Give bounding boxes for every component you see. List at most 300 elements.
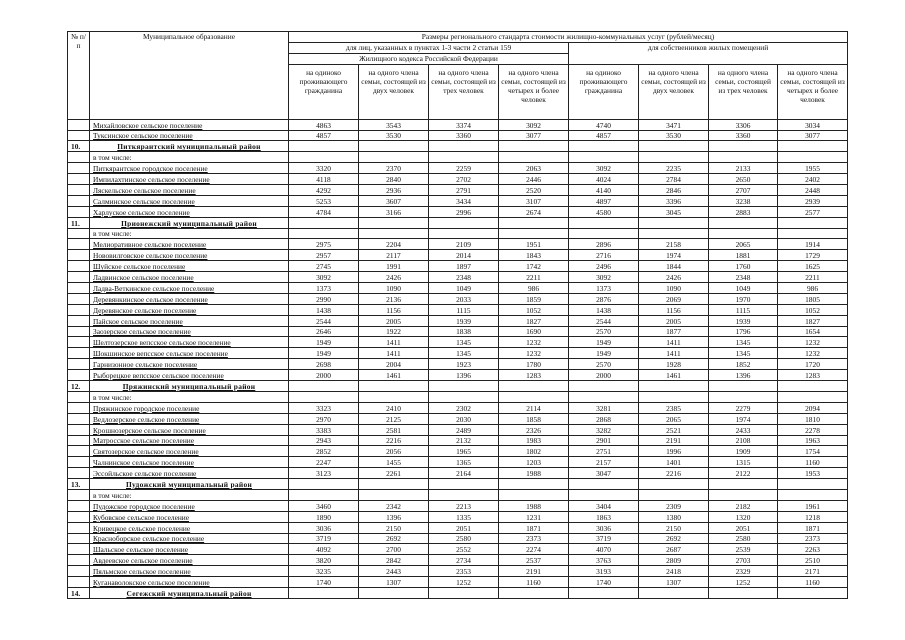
value-cell: 2274 bbox=[499, 544, 569, 555]
value-cell bbox=[289, 381, 359, 392]
value-cell: 1928 bbox=[639, 359, 709, 370]
value-cell: 2204 bbox=[359, 239, 429, 250]
row-number-cell bbox=[68, 228, 90, 239]
value-cell: 2182 bbox=[709, 500, 778, 511]
value-cell: 1974 bbox=[709, 413, 778, 424]
value-cell: 2278 bbox=[778, 424, 848, 435]
value-cell: 3719 bbox=[569, 533, 639, 544]
row-number-cell bbox=[68, 457, 90, 468]
value-cell: 1115 bbox=[709, 304, 778, 315]
row-number-cell bbox=[68, 522, 90, 533]
value-cell bbox=[639, 587, 709, 598]
value-cell: 2674 bbox=[499, 206, 569, 217]
value-cell: 3036 bbox=[289, 522, 359, 533]
value-cell bbox=[499, 489, 569, 500]
value-cell: 2939 bbox=[778, 195, 848, 206]
value-cell bbox=[639, 152, 709, 163]
settlement-row bbox=[68, 359, 848, 370]
value-cell: 1844 bbox=[639, 261, 709, 272]
value-cell bbox=[359, 489, 429, 500]
settlement-name: Святозерское сельское поселение bbox=[90, 446, 289, 457]
value-cell: 2125 bbox=[359, 413, 429, 424]
value-cell: 1970 bbox=[709, 293, 778, 304]
settlement-row bbox=[68, 250, 848, 261]
value-cell bbox=[709, 152, 778, 163]
header-group-owners: для собственников жилых помещений bbox=[569, 42, 848, 64]
settlement-name: Мелиоративное сельское поселение bbox=[90, 239, 289, 250]
row-number-cell bbox=[68, 283, 90, 294]
value-cell bbox=[499, 479, 569, 490]
value-cell bbox=[709, 489, 778, 500]
value-cell bbox=[359, 479, 429, 490]
value-cell: 1858 bbox=[499, 413, 569, 424]
value-cell: 2030 bbox=[429, 413, 499, 424]
value-cell: 2235 bbox=[639, 163, 709, 174]
value-cell: 3077 bbox=[499, 130, 569, 141]
district-number: 11. bbox=[68, 217, 90, 228]
value-cell: 2489 bbox=[429, 424, 499, 435]
row-number-cell bbox=[68, 250, 90, 261]
subheader-cell: на одиноко проживающего гражданина bbox=[289, 64, 359, 119]
settlement-row bbox=[68, 446, 848, 457]
value-cell: 3235 bbox=[289, 566, 359, 577]
value-cell: 1345 bbox=[709, 337, 778, 348]
district-name: Пряжинский муниципальный район bbox=[90, 381, 289, 392]
value-cell: 2342 bbox=[359, 500, 429, 511]
value-cell: 4784 bbox=[289, 206, 359, 217]
settlement-row bbox=[68, 370, 848, 381]
value-cell: 2109 bbox=[429, 239, 499, 250]
settlement-row bbox=[68, 283, 848, 294]
value-cell bbox=[569, 217, 639, 228]
settlement-row bbox=[68, 402, 848, 413]
value-cell: 3092 bbox=[569, 272, 639, 283]
included-label-row bbox=[68, 489, 848, 500]
value-cell: 1955 bbox=[778, 163, 848, 174]
settlement-row bbox=[68, 348, 848, 359]
value-cell: 1373 bbox=[569, 283, 639, 294]
settlement-name: Эссойльское сельское поселение bbox=[90, 468, 289, 479]
value-cell bbox=[289, 479, 359, 490]
value-cell bbox=[359, 381, 429, 392]
value-cell: 1720 bbox=[778, 359, 848, 370]
value-cell: 4292 bbox=[289, 185, 359, 196]
value-cell: 4118 bbox=[289, 174, 359, 185]
value-cell bbox=[289, 391, 359, 402]
value-cell: 2005 bbox=[359, 315, 429, 326]
row-number-cell bbox=[68, 435, 90, 446]
value-cell: 2261 bbox=[359, 468, 429, 479]
value-cell bbox=[499, 391, 569, 402]
value-cell: 1796 bbox=[709, 326, 778, 337]
value-cell bbox=[778, 391, 848, 402]
settlement-name: Авдеевское сельское поселение bbox=[90, 555, 289, 566]
value-cell bbox=[359, 587, 429, 598]
value-cell: 2970 bbox=[289, 413, 359, 424]
value-cell: 2133 bbox=[709, 163, 778, 174]
value-cell: 2846 bbox=[639, 185, 709, 196]
value-cell: 1307 bbox=[639, 577, 709, 588]
value-cell: 2348 bbox=[709, 272, 778, 283]
value-cell: 1729 bbox=[778, 250, 848, 261]
value-cell: 4857 bbox=[569, 130, 639, 141]
value-cell: 2373 bbox=[499, 533, 569, 544]
value-cell: 3166 bbox=[359, 206, 429, 217]
value-cell: 2216 bbox=[639, 468, 709, 479]
district-name: Пудожский муниципальный район bbox=[90, 479, 289, 490]
value-cell bbox=[778, 141, 848, 152]
settlement-row bbox=[68, 326, 848, 337]
value-cell: 2936 bbox=[359, 185, 429, 196]
value-cell bbox=[778, 587, 848, 598]
value-cell bbox=[778, 489, 848, 500]
settlement-row bbox=[68, 130, 848, 141]
value-cell: 1252 bbox=[429, 577, 499, 588]
value-cell: 1411 bbox=[359, 348, 429, 359]
value-cell: 1090 bbox=[359, 283, 429, 294]
value-cell: 3360 bbox=[429, 130, 499, 141]
row-number-cell bbox=[68, 152, 90, 163]
row-number-cell bbox=[68, 195, 90, 206]
value-cell: 2150 bbox=[359, 522, 429, 533]
header-municipality: Муниципальное образование bbox=[90, 32, 289, 120]
value-cell: 2896 bbox=[569, 239, 639, 250]
settlement-name: Кривецкое сельское поселение bbox=[90, 522, 289, 533]
value-cell: 1396 bbox=[429, 370, 499, 381]
value-cell bbox=[499, 217, 569, 228]
value-cell bbox=[429, 479, 499, 490]
row-number-cell bbox=[68, 119, 90, 130]
value-cell: 1805 bbox=[778, 293, 848, 304]
value-cell: 2373 bbox=[778, 533, 848, 544]
value-cell bbox=[709, 228, 778, 239]
settlement-name: Пряжинское городское поселение bbox=[90, 402, 289, 413]
settlement-row bbox=[68, 206, 848, 217]
row-number-cell bbox=[68, 511, 90, 522]
value-cell: 4580 bbox=[569, 206, 639, 217]
value-cell bbox=[778, 152, 848, 163]
value-cell: 2581 bbox=[359, 424, 429, 435]
value-cell: 2692 bbox=[639, 533, 709, 544]
header-group-tenants-cont: Жилищного кодекса Российской Федерации bbox=[289, 53, 569, 64]
value-cell bbox=[639, 479, 709, 490]
district-row bbox=[68, 141, 848, 152]
value-cell: 4024 bbox=[569, 174, 639, 185]
value-cell bbox=[569, 141, 639, 152]
value-cell: 1335 bbox=[429, 511, 499, 522]
value-cell: 1455 bbox=[359, 457, 429, 468]
value-cell: 3530 bbox=[359, 130, 429, 141]
value-cell: 1754 bbox=[778, 446, 848, 457]
value-cell bbox=[359, 217, 429, 228]
value-cell: 2158 bbox=[639, 239, 709, 250]
row-number-cell bbox=[68, 489, 90, 500]
value-cell: 2014 bbox=[429, 250, 499, 261]
value-cell: 4140 bbox=[569, 185, 639, 196]
value-cell: 5253 bbox=[289, 195, 359, 206]
row-number-cell bbox=[68, 446, 90, 457]
value-cell: 2370 bbox=[359, 163, 429, 174]
value-cell: 3282 bbox=[569, 424, 639, 435]
value-cell: 2108 bbox=[709, 435, 778, 446]
value-cell: 2122 bbox=[709, 468, 778, 479]
value-cell: 1365 bbox=[429, 457, 499, 468]
value-cell: 1951 bbox=[499, 239, 569, 250]
included-label-row bbox=[68, 391, 848, 402]
settlement-row bbox=[68, 435, 848, 446]
district-number: 12. bbox=[68, 381, 90, 392]
row-number-cell bbox=[68, 326, 90, 337]
row-number-cell bbox=[68, 359, 90, 370]
value-cell: 1156 bbox=[359, 304, 429, 315]
district-row bbox=[68, 217, 848, 228]
value-cell bbox=[778, 479, 848, 490]
value-cell bbox=[359, 152, 429, 163]
value-cell bbox=[569, 152, 639, 163]
value-cell bbox=[639, 381, 709, 392]
value-cell: 1218 bbox=[778, 511, 848, 522]
settlement-name: Ладва-Веткинское сельское поселение bbox=[90, 283, 289, 294]
value-cell: 2164 bbox=[429, 468, 499, 479]
value-cell: 2580 bbox=[709, 533, 778, 544]
row-number-cell bbox=[68, 577, 90, 588]
value-cell: 2056 bbox=[359, 446, 429, 457]
row-number-cell bbox=[68, 544, 90, 555]
value-cell: 1740 bbox=[569, 577, 639, 588]
value-cell: 2842 bbox=[359, 555, 429, 566]
value-cell bbox=[569, 391, 639, 402]
value-cell: 1307 bbox=[359, 577, 429, 588]
value-cell: 2580 bbox=[429, 533, 499, 544]
value-cell: 1438 bbox=[569, 304, 639, 315]
settlement-row bbox=[68, 522, 848, 533]
value-cell: 1923 bbox=[429, 359, 499, 370]
row-number-cell bbox=[68, 370, 90, 381]
subheader-cell: на одного члена семьи, состоящей из четырех и более человек bbox=[778, 64, 848, 119]
settlement-row bbox=[68, 163, 848, 174]
settlement-name: Шальское сельское поселение bbox=[90, 544, 289, 555]
row-number-cell bbox=[68, 185, 90, 196]
value-cell: 2784 bbox=[639, 174, 709, 185]
value-cell bbox=[639, 217, 709, 228]
value-cell bbox=[359, 141, 429, 152]
value-cell: 2051 bbox=[709, 522, 778, 533]
value-cell: 2791 bbox=[429, 185, 499, 196]
value-cell: 3820 bbox=[289, 555, 359, 566]
settlement-row bbox=[68, 424, 848, 435]
value-cell: 2418 bbox=[639, 566, 709, 577]
settlement-name: Туксинское сельское поселение bbox=[90, 130, 289, 141]
value-cell: 1780 bbox=[499, 359, 569, 370]
value-cell bbox=[289, 141, 359, 152]
value-cell: 1232 bbox=[499, 337, 569, 348]
value-cell: 2443 bbox=[359, 566, 429, 577]
settlement-name: Заозерское сельское поселение bbox=[90, 326, 289, 337]
value-cell: 1160 bbox=[499, 577, 569, 588]
settlement-name: Пудожское городское поселение bbox=[90, 500, 289, 511]
table-body bbox=[68, 119, 848, 598]
value-cell bbox=[639, 489, 709, 500]
row-number-cell bbox=[68, 261, 90, 272]
value-cell: 2065 bbox=[639, 413, 709, 424]
included-label: в том числе: bbox=[90, 391, 289, 402]
value-cell: 3281 bbox=[569, 402, 639, 413]
district-number: 13. bbox=[68, 479, 90, 490]
value-cell: 2150 bbox=[639, 522, 709, 533]
value-cell: 1843 bbox=[499, 250, 569, 261]
value-cell bbox=[359, 228, 429, 239]
value-cell: 2646 bbox=[289, 326, 359, 337]
value-cell: 2975 bbox=[289, 239, 359, 250]
row-number-cell bbox=[68, 468, 90, 479]
settlement-row bbox=[68, 304, 848, 315]
settlement-row bbox=[68, 315, 848, 326]
value-cell: 986 bbox=[778, 283, 848, 294]
settlement-row bbox=[68, 457, 848, 468]
district-name: Прионежский муниципальный район bbox=[90, 217, 289, 228]
settlement-row bbox=[68, 174, 848, 185]
value-cell: 2263 bbox=[778, 544, 848, 555]
value-cell: 3077 bbox=[778, 130, 848, 141]
settlement-name: Матросское сельское поселение bbox=[90, 435, 289, 446]
value-cell: 4897 bbox=[569, 195, 639, 206]
value-cell: 2000 bbox=[289, 370, 359, 381]
value-cell: 4740 bbox=[569, 119, 639, 130]
value-cell: 2577 bbox=[778, 206, 848, 217]
value-cell: 2114 bbox=[499, 402, 569, 413]
value-cell: 3404 bbox=[569, 500, 639, 511]
settlement-row bbox=[68, 555, 848, 566]
subheader-cell: на одного члена семьи, состоящей из трех человек bbox=[709, 64, 778, 119]
value-cell: 2410 bbox=[359, 402, 429, 413]
value-cell: 3123 bbox=[289, 468, 359, 479]
value-cell: 2402 bbox=[778, 174, 848, 185]
value-cell bbox=[429, 381, 499, 392]
value-cell: 3396 bbox=[639, 195, 709, 206]
value-cell: 1373 bbox=[289, 283, 359, 294]
value-cell: 1760 bbox=[709, 261, 778, 272]
value-cell: 2496 bbox=[569, 261, 639, 272]
value-cell: 3238 bbox=[709, 195, 778, 206]
value-cell: 1871 bbox=[499, 522, 569, 533]
value-cell: 2004 bbox=[359, 359, 429, 370]
value-cell: 1401 bbox=[639, 457, 709, 468]
district-row bbox=[68, 381, 848, 392]
row-number-cell bbox=[68, 424, 90, 435]
subheader-cell: на одного члена семьи, состоящей из трех человек bbox=[429, 64, 499, 119]
value-cell: 1802 bbox=[499, 446, 569, 457]
value-cell: 1052 bbox=[778, 304, 848, 315]
value-cell: 1396 bbox=[359, 511, 429, 522]
value-cell: 1690 bbox=[499, 326, 569, 337]
value-cell: 1115 bbox=[429, 304, 499, 315]
value-cell: 2650 bbox=[709, 174, 778, 185]
value-cell: 1827 bbox=[499, 315, 569, 326]
subheader-cell: на одного члена семьи, состоящей из двух человек bbox=[359, 64, 429, 119]
value-cell: 2809 bbox=[639, 555, 709, 566]
settlement-name: Нововилговское сельское поселение bbox=[90, 250, 289, 261]
value-cell: 1232 bbox=[778, 348, 848, 359]
settlement-name: Пайское сельское поселение bbox=[90, 315, 289, 326]
value-cell: 2448 bbox=[778, 185, 848, 196]
value-cell bbox=[569, 381, 639, 392]
value-cell: 2840 bbox=[359, 174, 429, 185]
settlement-name: Шуйское сельское поселение bbox=[90, 261, 289, 272]
document-page bbox=[67, 31, 848, 599]
row-number-cell bbox=[68, 555, 90, 566]
value-cell: 2259 bbox=[429, 163, 499, 174]
included-label: в том числе: bbox=[90, 489, 289, 500]
value-cell: 1988 bbox=[499, 468, 569, 479]
row-number-cell bbox=[68, 348, 90, 359]
value-cell: 2901 bbox=[569, 435, 639, 446]
value-cell: 1949 bbox=[289, 348, 359, 359]
value-cell: 1939 bbox=[709, 315, 778, 326]
settlement-row bbox=[68, 119, 848, 130]
value-cell: 4857 bbox=[289, 130, 359, 141]
value-cell: 2213 bbox=[429, 500, 499, 511]
value-cell: 2094 bbox=[778, 402, 848, 413]
value-cell: 3047 bbox=[569, 468, 639, 479]
value-cell: 1461 bbox=[359, 370, 429, 381]
value-cell: 3460 bbox=[289, 500, 359, 511]
value-cell: 2211 bbox=[499, 272, 569, 283]
value-cell: 2132 bbox=[429, 435, 499, 446]
value-cell: 3306 bbox=[709, 119, 778, 130]
value-cell bbox=[359, 391, 429, 402]
value-cell bbox=[499, 141, 569, 152]
value-cell: 3107 bbox=[499, 195, 569, 206]
value-cell: 1939 bbox=[429, 315, 499, 326]
value-cell bbox=[289, 228, 359, 239]
value-cell: 1881 bbox=[709, 250, 778, 261]
value-cell bbox=[569, 587, 639, 598]
value-cell: 2385 bbox=[639, 402, 709, 413]
header-title: Размеры регионального стандарта стоимости жилищно-коммунальных услуг (рублей/месяц) bbox=[289, 32, 848, 43]
value-cell: 2211 bbox=[778, 272, 848, 283]
value-cell bbox=[289, 217, 359, 228]
value-cell: 1283 bbox=[778, 370, 848, 381]
value-cell: 3471 bbox=[639, 119, 709, 130]
value-cell: 1965 bbox=[429, 446, 499, 457]
value-cell bbox=[429, 152, 499, 163]
row-number-cell bbox=[68, 239, 90, 250]
settlement-name: Салминское сельское поселение bbox=[90, 195, 289, 206]
value-cell: 1963 bbox=[778, 435, 848, 446]
value-cell: 2868 bbox=[569, 413, 639, 424]
district-number: 10. bbox=[68, 141, 90, 152]
value-cell: 1922 bbox=[359, 326, 429, 337]
value-cell bbox=[639, 391, 709, 402]
value-cell: 2063 bbox=[499, 163, 569, 174]
row-number-cell bbox=[68, 163, 90, 174]
value-cell: 2570 bbox=[569, 326, 639, 337]
value-cell: 3034 bbox=[778, 119, 848, 130]
value-cell: 2005 bbox=[639, 315, 709, 326]
value-cell: 2544 bbox=[569, 315, 639, 326]
value-cell: 4092 bbox=[289, 544, 359, 555]
value-cell: 1838 bbox=[429, 326, 499, 337]
value-cell bbox=[569, 479, 639, 490]
row-number-cell bbox=[68, 206, 90, 217]
value-cell bbox=[778, 217, 848, 228]
value-cell: 2247 bbox=[289, 457, 359, 468]
value-cell: 2990 bbox=[289, 293, 359, 304]
settlement-row bbox=[68, 195, 848, 206]
value-cell: 2446 bbox=[499, 174, 569, 185]
value-cell: 1949 bbox=[569, 337, 639, 348]
value-cell: 2157 bbox=[569, 457, 639, 468]
